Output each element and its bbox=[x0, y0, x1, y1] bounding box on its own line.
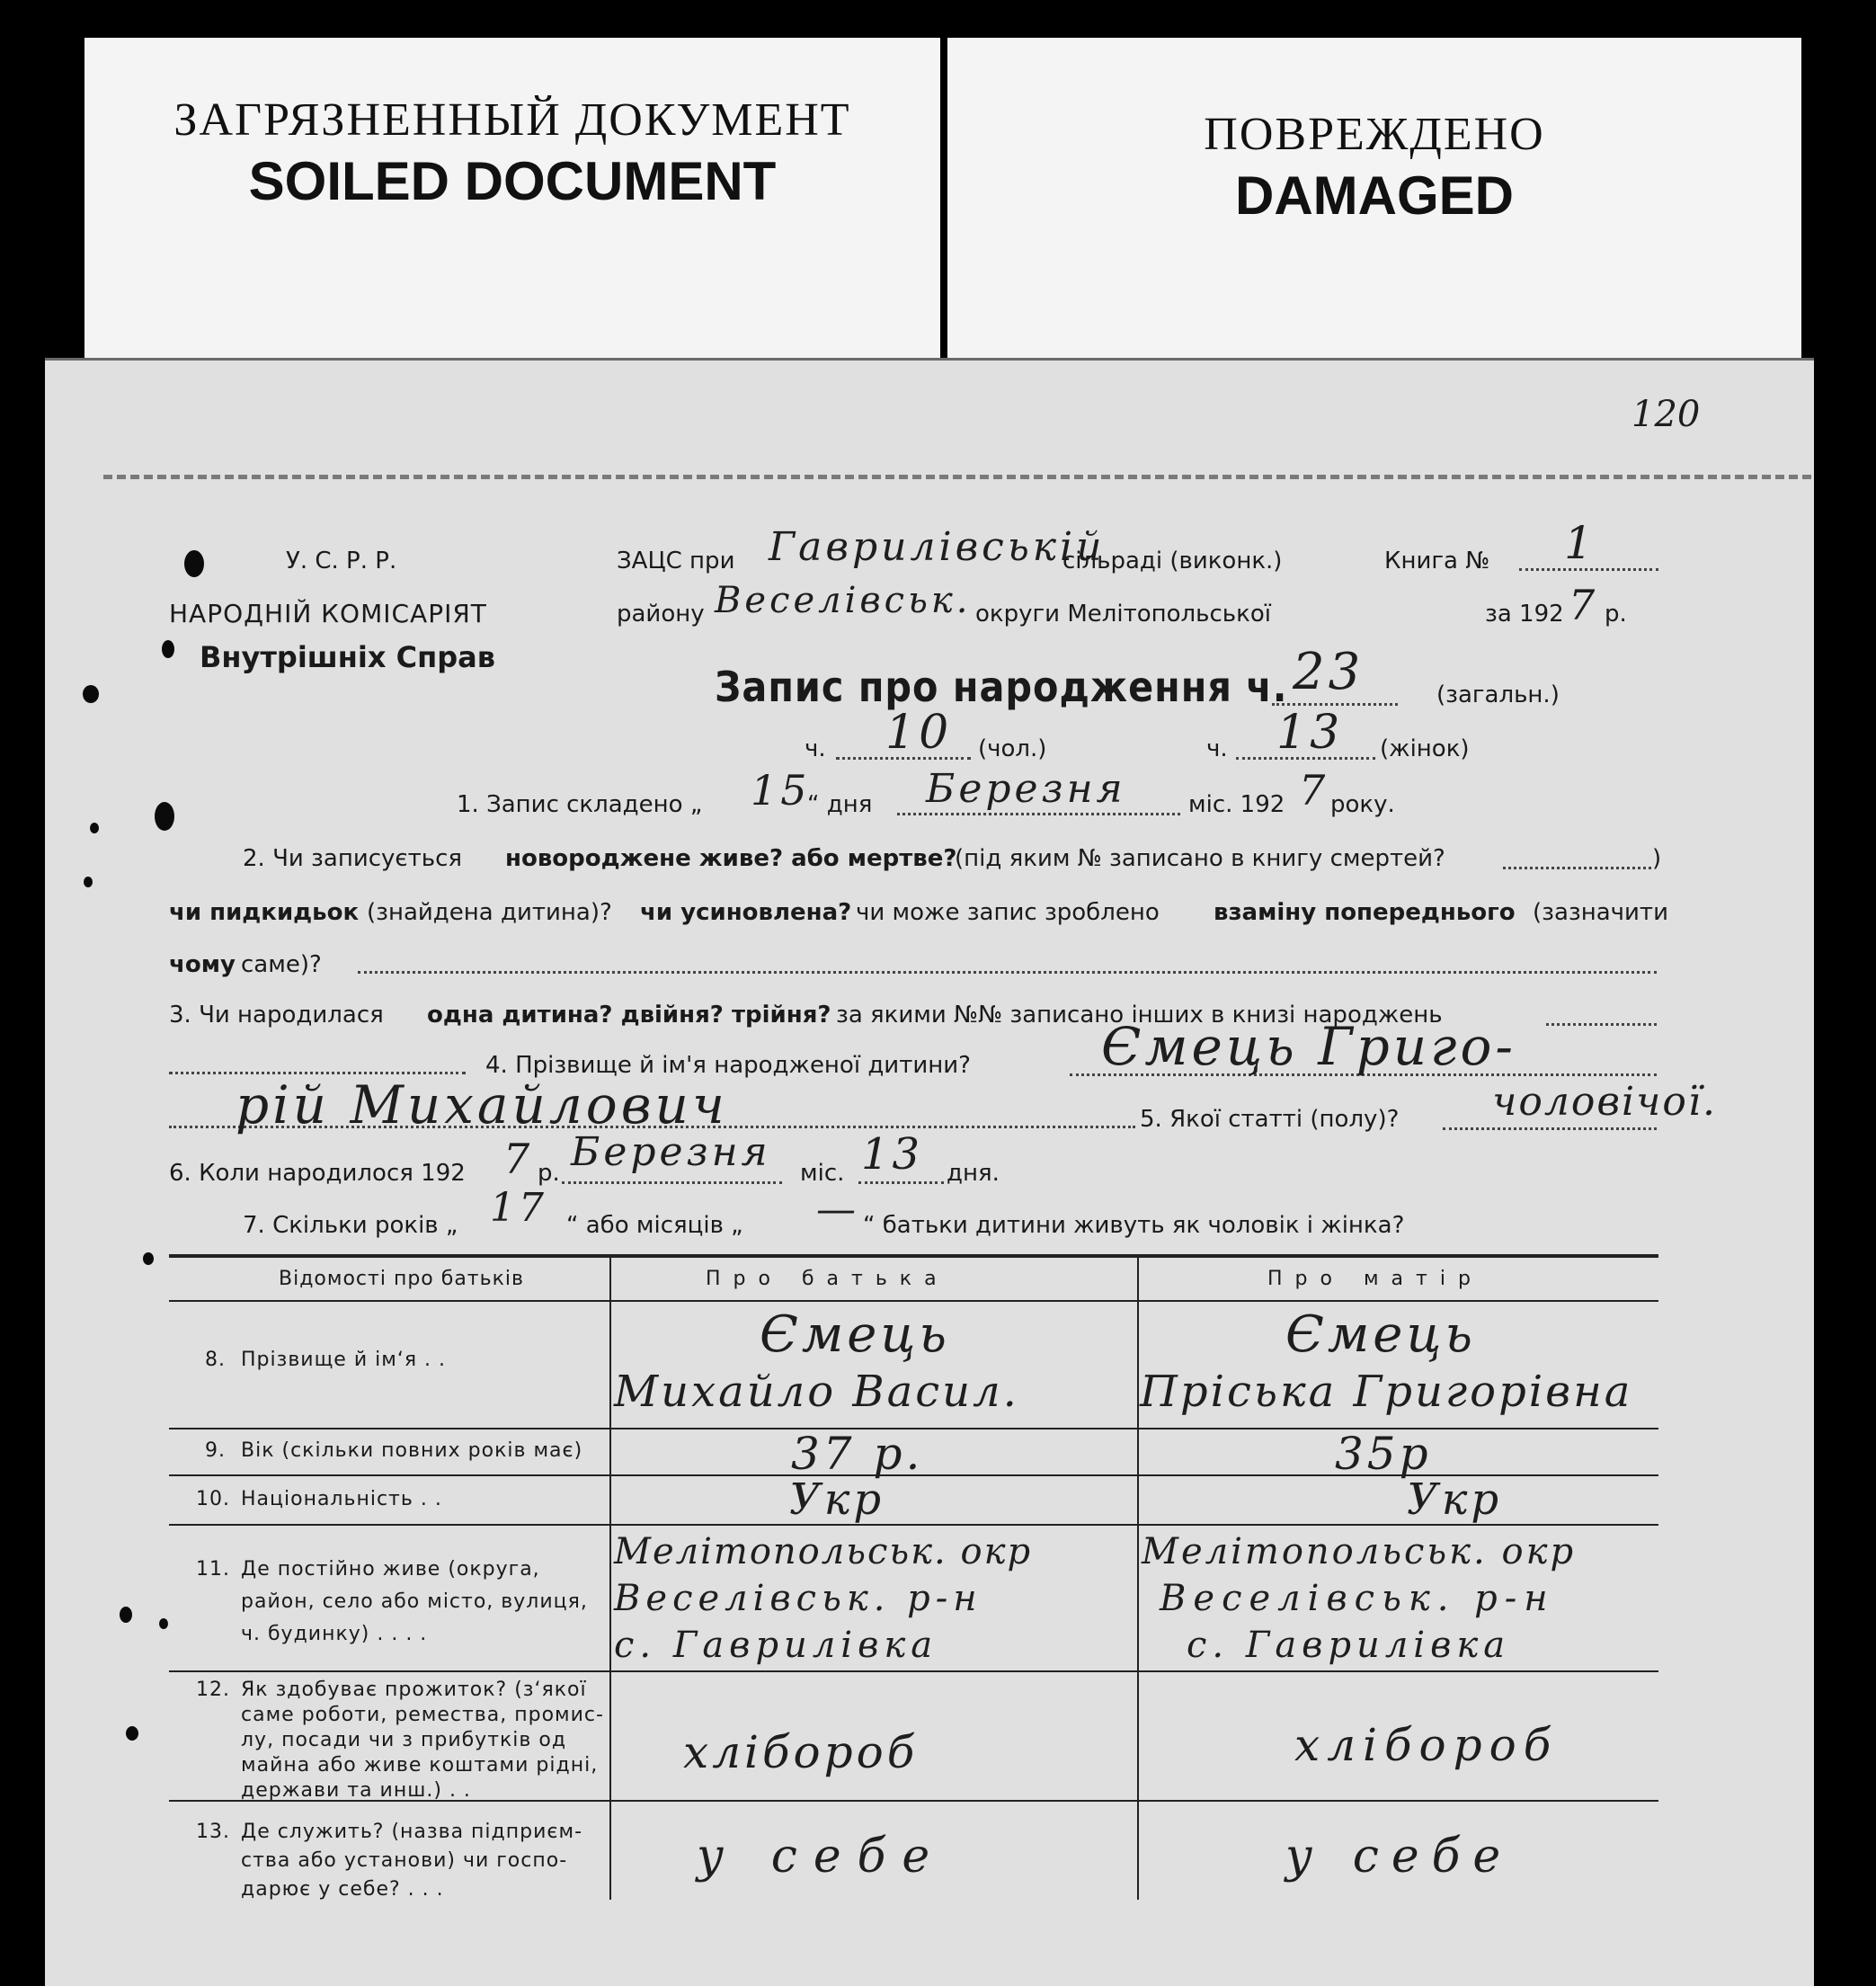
punch-hole bbox=[159, 1618, 168, 1629]
punch-hole bbox=[84, 877, 93, 887]
q1-day-suffix: “ дня bbox=[807, 791, 873, 818]
table-header-mother: Про матір bbox=[1267, 1268, 1483, 1290]
row10-label: Національність . . bbox=[241, 1488, 442, 1510]
mother-age-value: 35р bbox=[1335, 1428, 1432, 1480]
father-age-value: 37 р. bbox=[791, 1428, 924, 1480]
row13-label-line2: ства або установи) чи госпо- bbox=[241, 1849, 568, 1872]
district-prefix: району bbox=[617, 601, 705, 628]
q2-line2-a: чи пидкидьок bbox=[169, 899, 360, 926]
q1-month-suffix: міс. 192 bbox=[1188, 791, 1285, 818]
father-residence-line2: Веселівськ. р-н bbox=[614, 1578, 982, 1619]
punch-hole bbox=[162, 640, 174, 658]
row10-number: 10. bbox=[196, 1488, 230, 1510]
q6-year-digit: 7 bbox=[503, 1135, 534, 1183]
mother-residence-line3: с. Гаврилівка bbox=[1187, 1625, 1511, 1666]
q2-dotted-line bbox=[1503, 867, 1651, 869]
damaged-document-label bbox=[947, 38, 1801, 369]
q2-line3-dotted-line bbox=[358, 971, 1657, 974]
book-number-value: 1 bbox=[1564, 517, 1596, 569]
q4-child-name-line1: Ємець Григо- bbox=[1101, 1016, 1516, 1077]
q2-line3-b: саме)? bbox=[241, 951, 322, 978]
year-prefix: за 192 bbox=[1485, 601, 1564, 628]
q1-label: 1. Запис складено „ bbox=[457, 791, 703, 818]
table-top-rule bbox=[169, 1254, 1658, 1258]
year-suffix: р. bbox=[1605, 601, 1627, 628]
father-nationality-value: Укр bbox=[789, 1474, 885, 1525]
q4-label: 4. Прізвище й ім'я народженої дитини? bbox=[485, 1052, 971, 1079]
punch-hole bbox=[90, 823, 99, 833]
q1-day-value: 15 bbox=[751, 766, 811, 815]
ussr-label: У. С. Р. Р. bbox=[286, 548, 397, 574]
mother-name-value: Пріська Григорівна bbox=[1140, 1367, 1633, 1417]
q3-a: 3. Чи народилася bbox=[169, 1002, 384, 1029]
book-label: Книга № bbox=[1384, 548, 1490, 574]
row11-label-line1: Де постійно живе (округа, bbox=[241, 1558, 540, 1581]
q1-year-digit: 7 bbox=[1299, 766, 1329, 815]
year-digit: 7 bbox=[1569, 581, 1599, 629]
q5-dotted-line bbox=[1443, 1127, 1657, 1130]
mother-residence-line2: Веселівськ. р-н bbox=[1160, 1578, 1555, 1619]
row11-label-line2: район, село або місто, вулиця, bbox=[241, 1590, 588, 1613]
row12-label-line1: Як здобуває прожиток? (з‘якої bbox=[241, 1679, 587, 1701]
father-occupation-value: хлібороб bbox=[683, 1726, 919, 1778]
mother-surname-value: Ємець bbox=[1285, 1305, 1476, 1364]
q7-label: 7. Скільки років „ bbox=[243, 1212, 458, 1239]
punch-hole bbox=[83, 685, 99, 703]
q6-month-value: Березня bbox=[571, 1129, 771, 1175]
record-title: Запис про народження ч. bbox=[715, 663, 1288, 711]
q3-c: за якими №№ записано інших в книзі народжень bbox=[836, 1002, 1443, 1029]
q2-line1-b: новороджене живе? або мертве? bbox=[505, 845, 957, 872]
q3-b: одна дитина? двійня? трійня? bbox=[427, 1002, 831, 1029]
ministry-label: Внутрішніх Справ bbox=[200, 640, 495, 674]
row11-label-line3: ч. будинку) . . . . bbox=[241, 1623, 428, 1645]
q2-line3-a: чому bbox=[169, 951, 236, 978]
zats-village-value: Гаврилівській bbox=[769, 524, 1106, 570]
q2-line2-d: чи може запис зроблено bbox=[856, 899, 1160, 926]
punch-hole bbox=[120, 1607, 132, 1623]
damaged-label-english: DAMAGED bbox=[1235, 165, 1514, 226]
punch-hole bbox=[143, 1252, 154, 1265]
q6-day-value: 13 bbox=[861, 1129, 924, 1180]
q7-years-value: 17 bbox=[490, 1185, 547, 1231]
punch-hole bbox=[155, 802, 174, 831]
table-header-parents: Відомості про батьків bbox=[279, 1268, 524, 1290]
table-row-rule bbox=[169, 1670, 1658, 1672]
table-header-rule bbox=[169, 1300, 1658, 1302]
q2-line1-a: 2. Чи записується bbox=[243, 845, 463, 872]
perforation-line bbox=[103, 475, 1811, 479]
row9-label: Вік (скільки повних років має) bbox=[241, 1439, 583, 1462]
q1-month-dotted-line bbox=[897, 813, 1180, 815]
father-surname-value: Ємець bbox=[760, 1305, 950, 1364]
q7-mid: “ або місяців „ bbox=[566, 1212, 743, 1239]
q2-line1-c: (під яким № записано в книгу смертей? bbox=[955, 845, 1445, 872]
q6-year-suffix: р. bbox=[538, 1160, 560, 1187]
q2-line2-c: чи усиновлена? bbox=[640, 899, 852, 926]
row8-label: Прізвище й ім‘я . . bbox=[241, 1349, 447, 1371]
zats-prefix: ЗАЦС при bbox=[617, 548, 735, 574]
commissariat-label: НАРОДНІЙ КОМІСАРІЯТ bbox=[169, 599, 487, 628]
damaged-label-russian: ПОВРЕЖДЕНО bbox=[1204, 109, 1545, 160]
row8-number: 8. bbox=[205, 1349, 226, 1371]
mother-nationality-value: Укр bbox=[1407, 1474, 1503, 1525]
row12-number: 12. bbox=[196, 1679, 230, 1701]
soiled-document-label bbox=[84, 38, 940, 369]
male-number-value: 10 bbox=[885, 706, 953, 760]
father-residence-line3: с. Гаврилівка bbox=[614, 1625, 938, 1666]
soiled-label-english: SOILED DOCUMENT bbox=[248, 151, 777, 211]
q7-tail: “ батьки дитини живуть як чоловік і жінка? bbox=[863, 1212, 1405, 1239]
row12-label-line5: держави та инш.) . . bbox=[241, 1779, 471, 1802]
q7-months-value: — bbox=[816, 1187, 859, 1233]
table-divider-2 bbox=[1137, 1254, 1139, 1900]
row13-number: 13. bbox=[196, 1821, 230, 1843]
q3-dotted-line bbox=[1546, 1023, 1657, 1026]
father-residence-line1: Мелітопольськ. окр bbox=[614, 1531, 1033, 1572]
q6-day-dotted-line bbox=[858, 1181, 944, 1184]
q1-year-suffix: року. bbox=[1330, 791, 1395, 818]
record-number-value: 23 bbox=[1293, 643, 1365, 701]
total-label: (загальн.) bbox=[1436, 681, 1560, 708]
father-name-value: Михайло Васил. bbox=[614, 1367, 1019, 1417]
row13-label-line1: Де служить? (назва підприєм- bbox=[241, 1821, 583, 1843]
female-number-value: 13 bbox=[1276, 706, 1344, 760]
mother-occupation-value: хлібороб bbox=[1294, 1719, 1559, 1771]
punch-hole bbox=[184, 550, 204, 577]
page-number: 120 bbox=[1631, 394, 1701, 435]
q1-month-value: Березня bbox=[926, 766, 1126, 812]
male-ch-label: ч. bbox=[805, 735, 826, 762]
soiled-label-russian: ЗАГРЯЗНЕННЫЙ ДОКУМЕНТ bbox=[173, 94, 851, 146]
female-ch-label: ч. bbox=[1206, 735, 1228, 762]
row12-label-line4: майна або живе коштами рідні, bbox=[241, 1754, 599, 1777]
row13-label-line3: дарює у себе? . . . bbox=[241, 1878, 444, 1901]
q6-month-dotted-line bbox=[562, 1181, 782, 1184]
q2-line2-b: (знайдена дитина)? bbox=[367, 899, 612, 926]
q2-line2-e: взаміну попереднього bbox=[1214, 899, 1516, 926]
mother-residence-line1: Мелітопольськ. окр bbox=[1142, 1531, 1577, 1572]
q5-sex-value: чоловічої. bbox=[1492, 1079, 1717, 1125]
mother-workplace-value: у себе bbox=[1285, 1830, 1514, 1884]
district-suffix: округи Мелітопольської bbox=[975, 601, 1271, 628]
punch-hole bbox=[126, 1726, 138, 1741]
q5-label: 5. Якої статті (полу)? bbox=[1140, 1106, 1400, 1133]
table-header-father: Про батька bbox=[706, 1268, 949, 1290]
q6-month-suffix: міс. bbox=[800, 1160, 845, 1187]
row12-label-line2: саме роботи, ремества, промис- bbox=[241, 1704, 604, 1726]
q4-child-name-line2: рій Михайлович bbox=[236, 1074, 728, 1135]
row9-number: 9. bbox=[205, 1439, 226, 1462]
q2-line2-f: (зазначити bbox=[1533, 899, 1668, 926]
female-label: (жінок) bbox=[1380, 735, 1470, 762]
district-value: Веселівськ. bbox=[715, 580, 972, 621]
male-label: (чол.) bbox=[978, 735, 1047, 762]
table-divider-1 bbox=[609, 1254, 611, 1900]
q2-line1-end: ) bbox=[1652, 845, 1662, 872]
father-workplace-value: у себе bbox=[697, 1830, 947, 1884]
row12-label-line3: лу, посади чи з прибутків од bbox=[241, 1729, 567, 1751]
zats-suffix: сільраді (виконк.) bbox=[1062, 548, 1283, 574]
row11-number: 11. bbox=[196, 1558, 230, 1581]
q6-day-suffix: дня. bbox=[947, 1160, 1000, 1187]
q6-label: 6. Коли народилося 192 bbox=[169, 1160, 466, 1187]
